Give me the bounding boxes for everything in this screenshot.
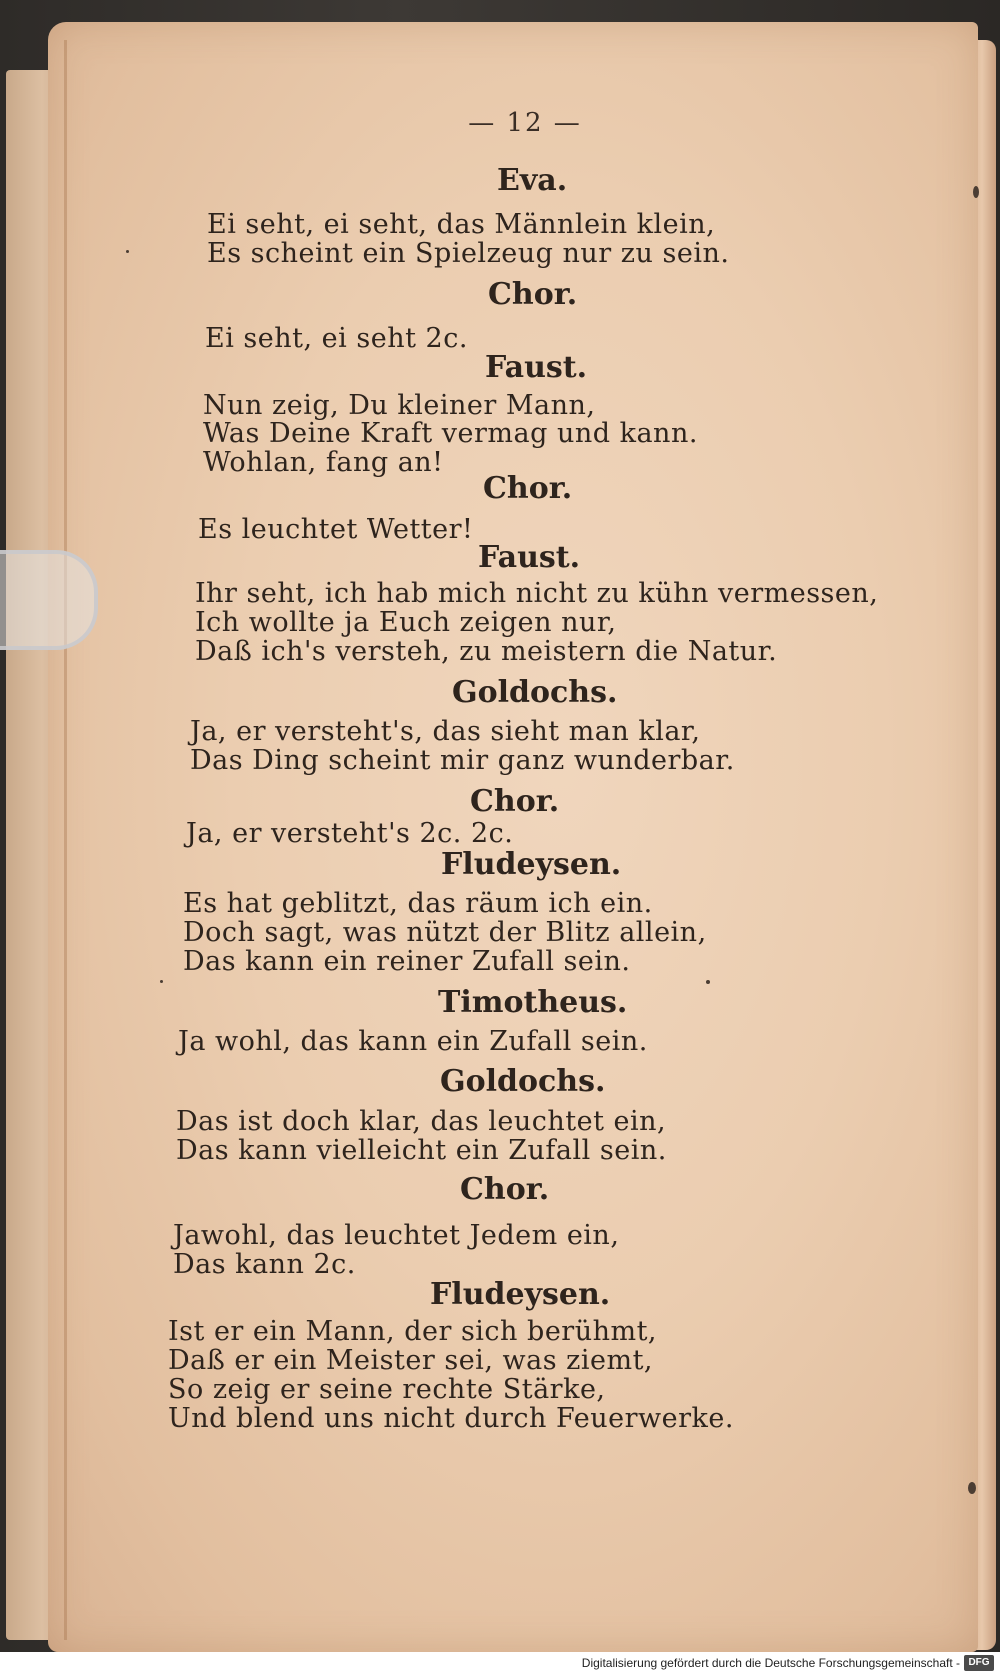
verse-line: Ich wollte ja Euch zeigen nur,: [195, 607, 617, 638]
verse-line: Ja wohl, das kann ein Zufall sein.: [178, 1026, 648, 1057]
verse-line: Das kann 2c.: [173, 1249, 356, 1280]
verse-line: Jawohl, das leuchtet Jedem ein,: [173, 1220, 620, 1251]
paper-speck: [973, 186, 979, 198]
page-gutter: [64, 40, 67, 1640]
speaker-name: Chor.: [470, 784, 560, 819]
verse-line: Es hat geblitzt, das räum ich ein.: [183, 888, 653, 919]
speaker-name: Timotheus.: [438, 985, 628, 1020]
speaker-name: Goldochs.: [440, 1064, 606, 1099]
page-number: — 12 —: [468, 108, 582, 138]
paper-speck: [968, 1482, 976, 1494]
speaker-name: Eva.: [497, 163, 568, 198]
speaker-name: Goldochs.: [452, 675, 618, 710]
verse-line: Es scheint ein Spielzeug nur zu sein.: [207, 238, 730, 269]
verse-line: So zeig er seine rechte Stärke,: [168, 1374, 606, 1405]
verse-line: Das kann ein reiner Zufall sein.: [183, 946, 631, 977]
verse-line: Es leuchtet Wetter!: [198, 514, 474, 545]
verse-line: Ei seht, ei seht 2c.: [205, 323, 468, 354]
verse-line: Wohlan, fang an!: [203, 447, 444, 478]
speaker-name: Chor.: [483, 471, 573, 506]
paper-speck: [160, 980, 163, 983]
footer-credit: Digitalisierung gefördert durch die Deutsche Forschungsgemeinschaft -: [581, 1656, 960, 1670]
verse-line: Nun zeig, Du kleiner Mann,: [203, 390, 596, 421]
verse-line: Doch sagt, was nützt der Blitz allein,: [183, 917, 707, 948]
speaker-name: Faust.: [485, 350, 588, 385]
speaker-name: Faust.: [478, 540, 581, 575]
verse-line: Das kann vielleicht ein Zufall sein.: [176, 1135, 667, 1166]
speaker-name: Fludeysen.: [430, 1277, 611, 1312]
paper-speck: [126, 250, 129, 253]
dfg-logo: DFG: [964, 1655, 994, 1671]
verse-line: Das Ding scheint mir ganz wunderbar.: [190, 745, 735, 776]
speaker-name: Fludeysen.: [441, 847, 622, 882]
paper-speck: [706, 980, 710, 984]
page-clip: [0, 550, 98, 650]
speaker-name: Chor.: [488, 277, 578, 312]
verse-line: Ei seht, ei seht, das Männlein klein,: [207, 209, 716, 240]
verse-line: Ja, er versteht's 2c. 2c.: [186, 818, 514, 849]
verse-line: Daß er ein Meister sei, was ziemt,: [168, 1345, 654, 1376]
verse-line: Und blend uns nicht durch Feuerwerke.: [168, 1403, 734, 1434]
verse-line: Ja, er versteht's, das sieht man klar,: [190, 716, 701, 747]
verse-line: Daß ich's versteh, zu meistern die Natur.: [195, 636, 778, 667]
verse-line: Ist er ein Mann, der sich berühmt,: [168, 1316, 658, 1347]
verse-line: Ihr seht, ich hab mich nicht zu kühn vermessen,: [195, 578, 879, 609]
verse-line: Das ist doch klar, das leuchtet ein,: [176, 1106, 667, 1137]
speaker-name: Chor.: [460, 1172, 550, 1207]
verse-line: Was Deine Kraft vermag und kann.: [203, 418, 698, 449]
